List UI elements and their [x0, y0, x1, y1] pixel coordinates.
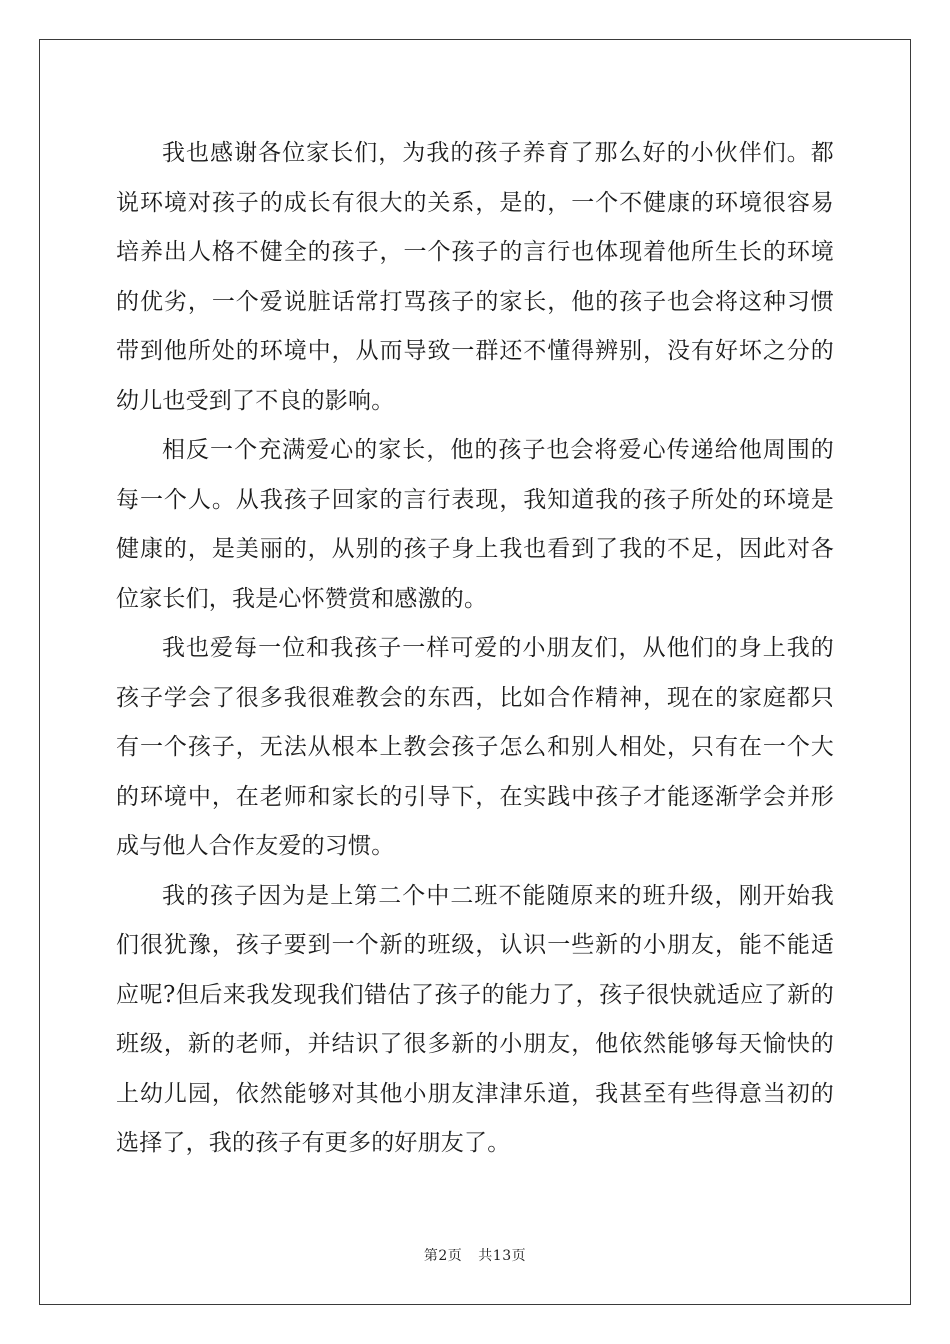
- paragraph-3: 我也爱每一位和我孩子一样可爱的小朋友们，从他们的身上我的孩子学会了很多我很难教会的东西，比如合作精神，现在的家庭都只有一个孩子，无法从根本上教会孩子怎么和别人相处，只有在一个大的环境中，在老师和家长的引导下，在实践中孩子才能逐渐学会并形成与他人合作友爱的习惯。: [116, 635, 834, 859]
- document-body: [116, 129, 834, 1169]
- current-page-number: 第2页: [423, 1248, 463, 1264]
- paragraph-2: 相反一个充满爱心的家长，他的孩子也会将爱心传递给他周围的每一个人。从我孩子回家的言行表现，我知道我的孩子所处的环境是健康的，是美丽的，从别的孩子身上我也看到了我的不足，因此对各位家长们，我是心怀赞赏和感激的。: [116, 437, 834, 612]
- paragraph-4: 我的孩子因为是上第二个中二班不能随原来的班升级，刚开始我们很犹豫，孩子要到一个新的班级，认识一些新的小朋友，能不能适应呢?但后来我发现我们错估了孩子的能力了，孩子很快就适应了新的班级，新的老师，并结识了很多新的小朋友，他依然能够每天愉快的上幼儿园，依然能够对其他小朋友津津乐道，我甚至有些得意当初的选择了，我的孩子有更多的好朋友了。: [116, 882, 834, 1156]
- paragraph-1: 我也感谢各位家长们，为我的孩子养育了那么好的小伙伴们。都说环境对孩子的成长有很大的关系，是的，一个不健康的环境很容易培养出人格不健全的孩子，一个孩子的言行也体现着他所生长的环境的优劣，一个爱说脏话常打骂孩子的家长，他的孩子也会将这种习惯带到他所处的环境中，从而导致一群还不懂得辨别，没有好坏之分的幼儿也受到了不良的影响。: [116, 140, 834, 414]
- page-footer: [0, 1245, 950, 1265]
- total-pages: 共13页: [478, 1248, 527, 1264]
